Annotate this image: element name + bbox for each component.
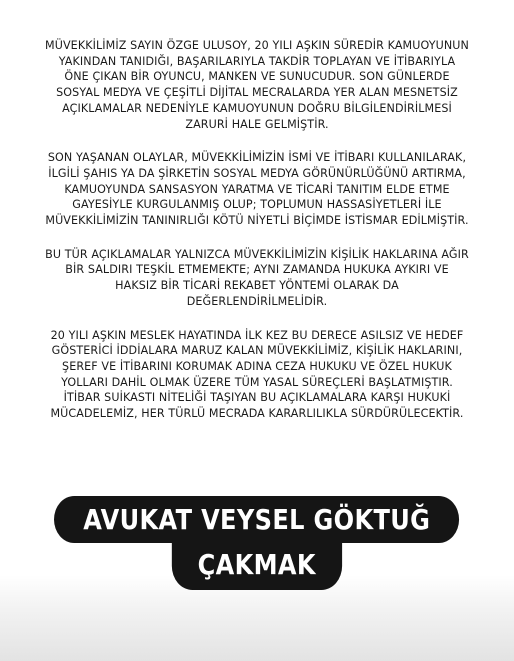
statement-paragraph-2: SON YAŞANAN OLAYLAR, MÜVEKKİLİMİZİN İSMİ VE İTİBARI KULLANILARAK, İLGİLİ ŞAHIS YA DA ŞİRKETİN SOSYAL MEDYA GÖRÜNÜRLÜĞÜNÜ ARTIRMA, KAMUOYUNDA SANSASYON YARATMA VE TİCARİ TANITIM ELDE ETME GAYESİYLE KURGULANMIŞ OLUP; TOPLUMUN HASSASİYETLERİ İLE MÜVEKKİLİMİZİN TANINIRLIĞI KÖTÜ NİYETLİ BİÇİMDE İSTİSMAR EDİLMİŞTİR.: [45, 150, 469, 228]
lawyer-signature-banner: [26, 496, 488, 594]
statement-body: [36, 38, 478, 440]
statement-paragraph-3: BU TÜR AÇIKLAMALAR YALNIZCA MÜVEKKİLİMİZİN KİŞİLİK HAKLARINA AĞIR BİR SALDIRI TEŞKİL ETMEMEKTE; AYNI ZAMANDA HUKUKA AYKIRI VE HAKSIZ BİR TİCARİ REKABET YÖNTEMİ OLARAK DA DEĞERLENDİRİLMELİDİR.: [45, 246, 469, 308]
statement-paragraph-1: MÜVEKKİLİMİZ SAYIN ÖZGE ULUSOY, 20 YILI AŞKIN SÜREDİR KAMUOYUNUN YAKINDAN TANIDIĞI, BAŞARILARIYLA TAKDİR TOPLAYAN VE İTİBARIYLA ÖNE ÇIKAN BİR OYUNCU, MANKEN VE SUNUCUDUR. SON GÜNLERDE SOSYAL MEDYA VE ÇEŞİTLİ DİJİTAL MECRALARDA YER ALAN MESNETSİZ AÇIKLAMALAR NEDENİYLE KAMUOYUNUN DOĞRU BİLGİLENDİRİLMESİ ZARURİ HALE GELMİŞTİR.: [45, 38, 469, 131]
signature-line-2: ÇAKMAK: [172, 542, 342, 590]
statement-paragraph-4: 20 YILI AŞKIN MESLEK HAYATINDA İLK KEZ BU DERECE ASILSIZ VE HEDEF GÖSTERİCİ İDDİALARA MARUZ KALAN MÜVEKKİLİMİZ, KİŞİLİK HAKLARINI, ŞEREF VE İTİBARINI KORUMAK ADINA CEZA HUKUKU VE ÖZEL HUKUK YOLLARI DAHİL OLMAK ÜZERE TÜM YASAL SÜREÇLERİ BAŞLATMIŞTIR. İTİBAR SUİKASTI NİTELİĞİ TAŞIYAN BU AÇIKLAMALARA KARŞI HUKUKİ MÜCADELEMİZ, HER TÜRLÜ MECRADA KARARLILIKLA SÜRDÜRÜLECEKTİR.: [50, 327, 464, 421]
signature-line-1: AVUKAT VEYSEL GÖKTUĞ: [54, 496, 459, 543]
